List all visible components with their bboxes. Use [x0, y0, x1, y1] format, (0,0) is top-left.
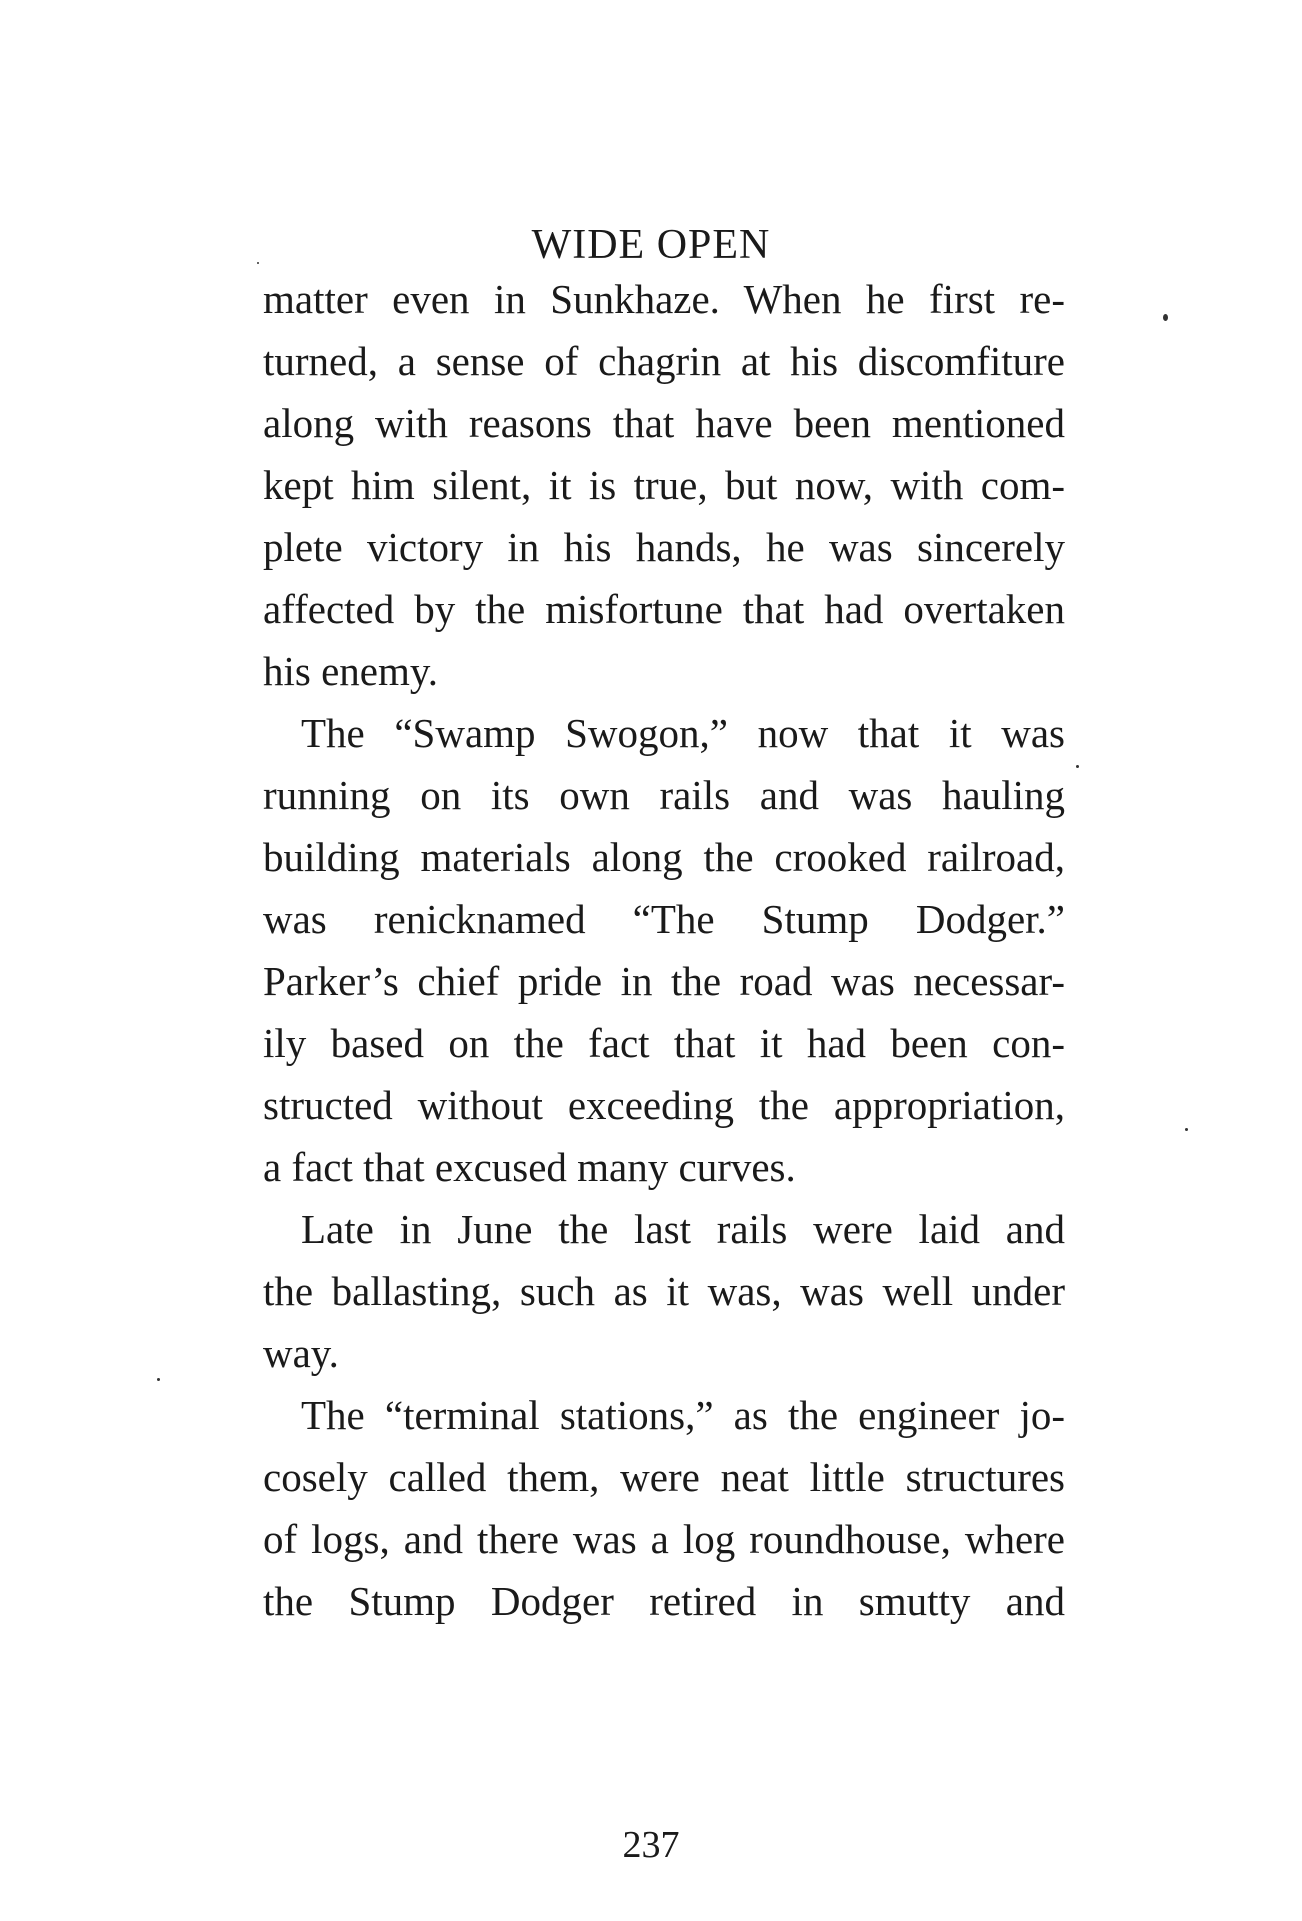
text-line: Late in June the last rails were laid and: [301, 1206, 1065, 1252]
text-line: running on its own rails and was hauling: [263, 772, 1065, 818]
text-line: kept him silent, it is true, but now, with com-: [263, 462, 1065, 508]
text-line: The “Swamp Swogon,” now that it was: [301, 710, 1065, 756]
text-line: plete victory in his hands, he was sincerely: [263, 524, 1065, 570]
text-line: building materials along the crooked railroad,: [263, 834, 1065, 880]
text-line: turned, a sense of chagrin at his discomfiture: [263, 338, 1065, 384]
print-speck: [257, 262, 259, 264]
text-line: the ballasting, such as it was, was well under: [263, 1268, 1065, 1314]
text-line: cosely called them, were neat little structures: [263, 1454, 1065, 1500]
print-speck: [157, 1378, 160, 1381]
text-line: affected by the misfortune that had overtaken: [263, 586, 1065, 632]
running-head: WIDE OPEN: [531, 222, 771, 268]
text-line: of logs, and there was a log roundhouse, where: [263, 1516, 1065, 1562]
text-line: matter even in Sunkhaze. When he first re-: [263, 276, 1065, 322]
text-line: a fact that excused many curves.: [263, 1144, 796, 1190]
text-line: structed without exceeding the appropriation,: [263, 1082, 1065, 1128]
text-line: The “terminal stations,” as the engineer jo-: [301, 1392, 1065, 1438]
text-line: was renicknamed “The Stump Dodger.”: [263, 896, 1065, 942]
print-speck: [1185, 1128, 1188, 1131]
text-line: the Stump Dodger retired in smutty and: [263, 1578, 1065, 1624]
print-speck: [1076, 765, 1079, 768]
page-number: 237: [622, 1824, 680, 1866]
text-line: Parker’s chief pride in the road was necessar-: [263, 958, 1065, 1004]
body-text: [263, 268, 1065, 1632]
text-line: way.: [263, 1330, 339, 1376]
print-speck: [1163, 314, 1168, 321]
text-line: his enemy.: [263, 648, 438, 694]
text-line: along with reasons that have been mentioned: [263, 400, 1065, 446]
text-line: ily based on the fact that it had been con-: [263, 1020, 1065, 1066]
